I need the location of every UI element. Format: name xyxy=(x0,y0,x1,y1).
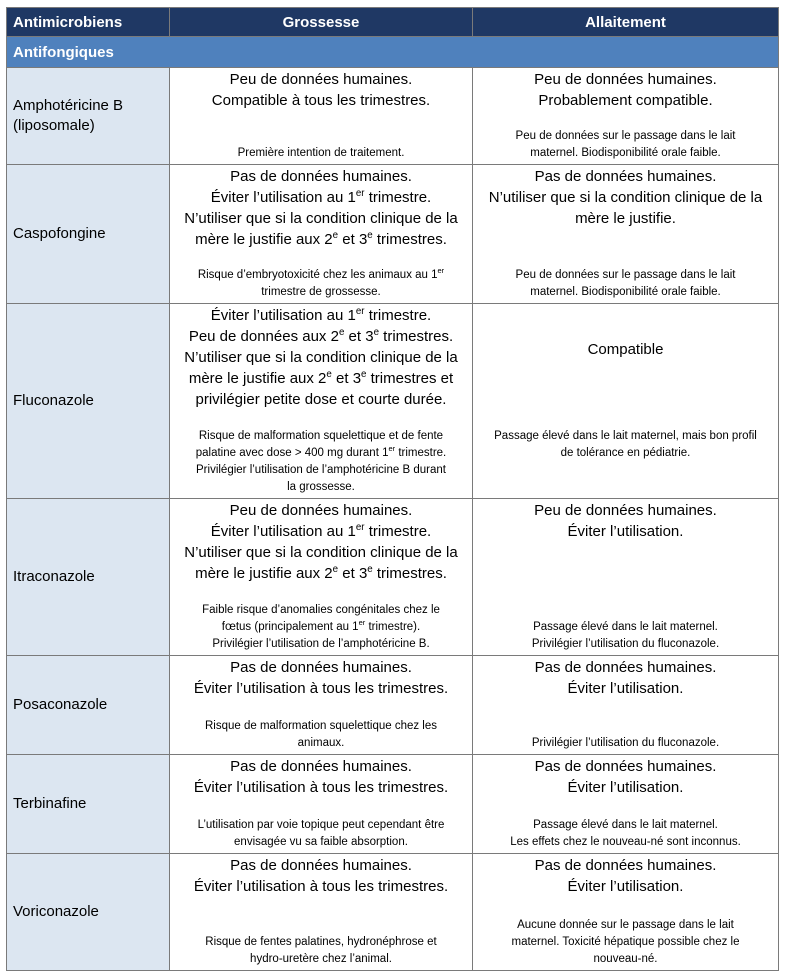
lactation-cell-content xyxy=(473,854,778,970)
lactation-note: Peu de données sur le passage dans le lait maternel. Biodisponibilité orale faible. xyxy=(515,269,736,298)
pregnancy-note: Faible risque d’anomalies congénitales chez le fœtus (principalement au 1er trimestre). Privilégier l’utilisation de l’amphotéricine B. xyxy=(202,604,440,650)
antimicrobial-table-container xyxy=(6,7,778,971)
pregnancy-note: Risque de malformation squelettique chez les animaux. xyxy=(204,720,438,749)
table-row xyxy=(7,656,779,755)
pregnancy-note: Risque de malformation squelettique et de fente palatine avec dose > 400 mg durant 1er trimestre. Privilégier l’utilisation de l’amphotéricine B durant la grossesse. xyxy=(195,430,447,493)
lactation-recommendation: Pas de données humaines. Éviter l’utilisation. xyxy=(534,659,717,697)
table-row xyxy=(7,499,779,656)
lactation-note: Aucune donnée sur le passage dans le lait maternel. Toxicité hépatique possible chez le nouveau-né. xyxy=(511,919,740,965)
pregnancy-note: L’utilisation par voie topique peut cependant être envisagée vu sa faible absorption. xyxy=(197,819,445,848)
table-row xyxy=(7,854,779,971)
lactation-note: Passage élevé dans le lait maternel, mais bon profil de tolérance en pédiatrie. xyxy=(494,430,757,459)
pregnancy-cell-content xyxy=(170,165,472,303)
lactation-cell-content xyxy=(473,656,778,754)
lactation-cell xyxy=(473,854,779,971)
drug-name: Itraconazole xyxy=(13,568,95,585)
table-row xyxy=(7,165,779,304)
pregnancy-cell xyxy=(170,755,473,854)
section-row xyxy=(7,37,779,68)
drug-name-cell xyxy=(7,755,170,854)
drug-name: Amphotéricine B (liposomale) xyxy=(13,97,124,134)
lactation-recommendation: Pas de données humaines. N’utiliser que si la condition clinique de la mère le justifie. xyxy=(488,168,763,227)
table-row xyxy=(7,68,779,165)
lactation-note: Peu de données sur le passage dans le lait maternel. Biodisponibilité orale faible. xyxy=(515,130,736,159)
drug-name: Posaconazole xyxy=(13,696,108,713)
table-row xyxy=(7,755,779,854)
pregnancy-cell xyxy=(170,68,473,165)
lactation-cell xyxy=(473,165,779,304)
lactation-cell xyxy=(473,656,779,755)
pregnancy-cell xyxy=(170,304,473,499)
pregnancy-cell xyxy=(170,499,473,656)
lactation-cell xyxy=(473,68,779,165)
pregnancy-cell xyxy=(170,165,473,304)
drug-name: Fluconazole xyxy=(13,392,94,409)
pregnancy-recommendation: Pas de données humaines. Éviter l’utilisation à tous les trimestres. xyxy=(193,857,449,895)
drug-name: Caspofongine xyxy=(13,225,106,242)
lactation-recommendation: Pas de données humaines. Éviter l’utilisation. xyxy=(534,758,717,796)
header-antimicrobiens: Antimicrobiens xyxy=(7,8,170,37)
table-row xyxy=(7,304,779,499)
pregnancy-cell-content xyxy=(170,854,472,970)
lactation-cell xyxy=(473,304,779,499)
pregnancy-cell-content xyxy=(170,304,472,498)
drug-name: Voriconazole xyxy=(13,903,99,920)
lactation-cell xyxy=(473,755,779,854)
lactation-cell-content xyxy=(473,304,778,498)
lactation-note: Privilégier l’utilisation du fluconazole. xyxy=(531,737,720,749)
lactation-cell-content xyxy=(473,499,778,655)
lactation-recommendation: Pas de données humaines. Éviter l’utilisation. xyxy=(534,857,717,895)
pregnancy-cell xyxy=(170,656,473,755)
pregnancy-cell-content xyxy=(170,755,472,853)
pregnancy-note: Risque de fentes palatines, hydronéphrose et hydro-uretère chez l’animal. xyxy=(205,936,437,965)
drug-name-cell xyxy=(7,656,170,755)
lactation-note: Passage élevé dans le lait maternel. Privilégier l’utilisation du fluconazole. xyxy=(531,621,720,650)
pregnancy-cell-content xyxy=(170,656,472,754)
lactation-cell xyxy=(473,499,779,656)
drug-name-cell xyxy=(7,304,170,499)
pregnancy-recommendation: Peu de données humaines. Compatible à tous les trimestres. xyxy=(211,71,431,109)
drug-name-cell xyxy=(7,68,170,165)
lactation-cell-content xyxy=(473,165,778,303)
lactation-recommendation: Peu de données humaines. Éviter l’utilisation. xyxy=(534,502,717,540)
pregnancy-recommendation: Peu de données humaines. Éviter l’utilisation au 1er trimestre. N’utiliser que si la condition clinique de la mère le justifie aux 2e et 3e trimestres. xyxy=(184,502,458,582)
pregnancy-recommendation: Pas de données humaines. Éviter l’utilisation à tous les trimestres. xyxy=(193,659,449,697)
pregnancy-cell-content xyxy=(170,499,472,655)
pregnancy-note: Première intention de traitement. xyxy=(237,147,405,159)
antimicrobial-table xyxy=(6,7,779,971)
lactation-recommendation: Compatible xyxy=(587,341,664,358)
pregnancy-cell xyxy=(170,854,473,971)
pregnancy-note: Risque d’embryotoxicité chez les animaux au 1er trimestre de grossesse. xyxy=(197,266,445,298)
lactation-recommendation: Peu de données humaines. Probablement compatible. xyxy=(534,71,717,109)
pregnancy-cell-content xyxy=(170,68,472,164)
drug-name-cell xyxy=(7,165,170,304)
section-antifongiques: Antifongiques xyxy=(7,37,779,68)
pregnancy-recommendation: Éviter l’utilisation au 1er trimestre. Peu de données aux 2e et 3e trimestres. N’utiliser que si la condition clinique de la mère le justifie aux 2e et 3e trimestres et privilégier petite dose et courte durée. xyxy=(184,306,458,408)
lactation-note: Passage élevé dans le lait maternel. Les effets chez le nouveau-né sont inconnus. xyxy=(510,819,741,848)
header-row xyxy=(7,8,779,37)
lactation-cell-content xyxy=(473,68,778,164)
lactation-cell-content xyxy=(473,755,778,853)
drug-name-cell xyxy=(7,854,170,971)
drug-name: Terbinafine xyxy=(13,795,87,812)
header-allaitement: Allaitement xyxy=(473,8,779,37)
header-grossesse: Grossesse xyxy=(170,8,473,37)
pregnancy-recommendation: Pas de données humaines. Éviter l’utilisation à tous les trimestres. xyxy=(193,758,449,796)
drug-name-cell xyxy=(7,499,170,656)
pregnancy-recommendation: Pas de données humaines. Éviter l’utilisation au 1er trimestre. N’utiliser que si la condition clinique de la mère le justifie aux 2e et 3e trimestres. xyxy=(184,168,458,248)
